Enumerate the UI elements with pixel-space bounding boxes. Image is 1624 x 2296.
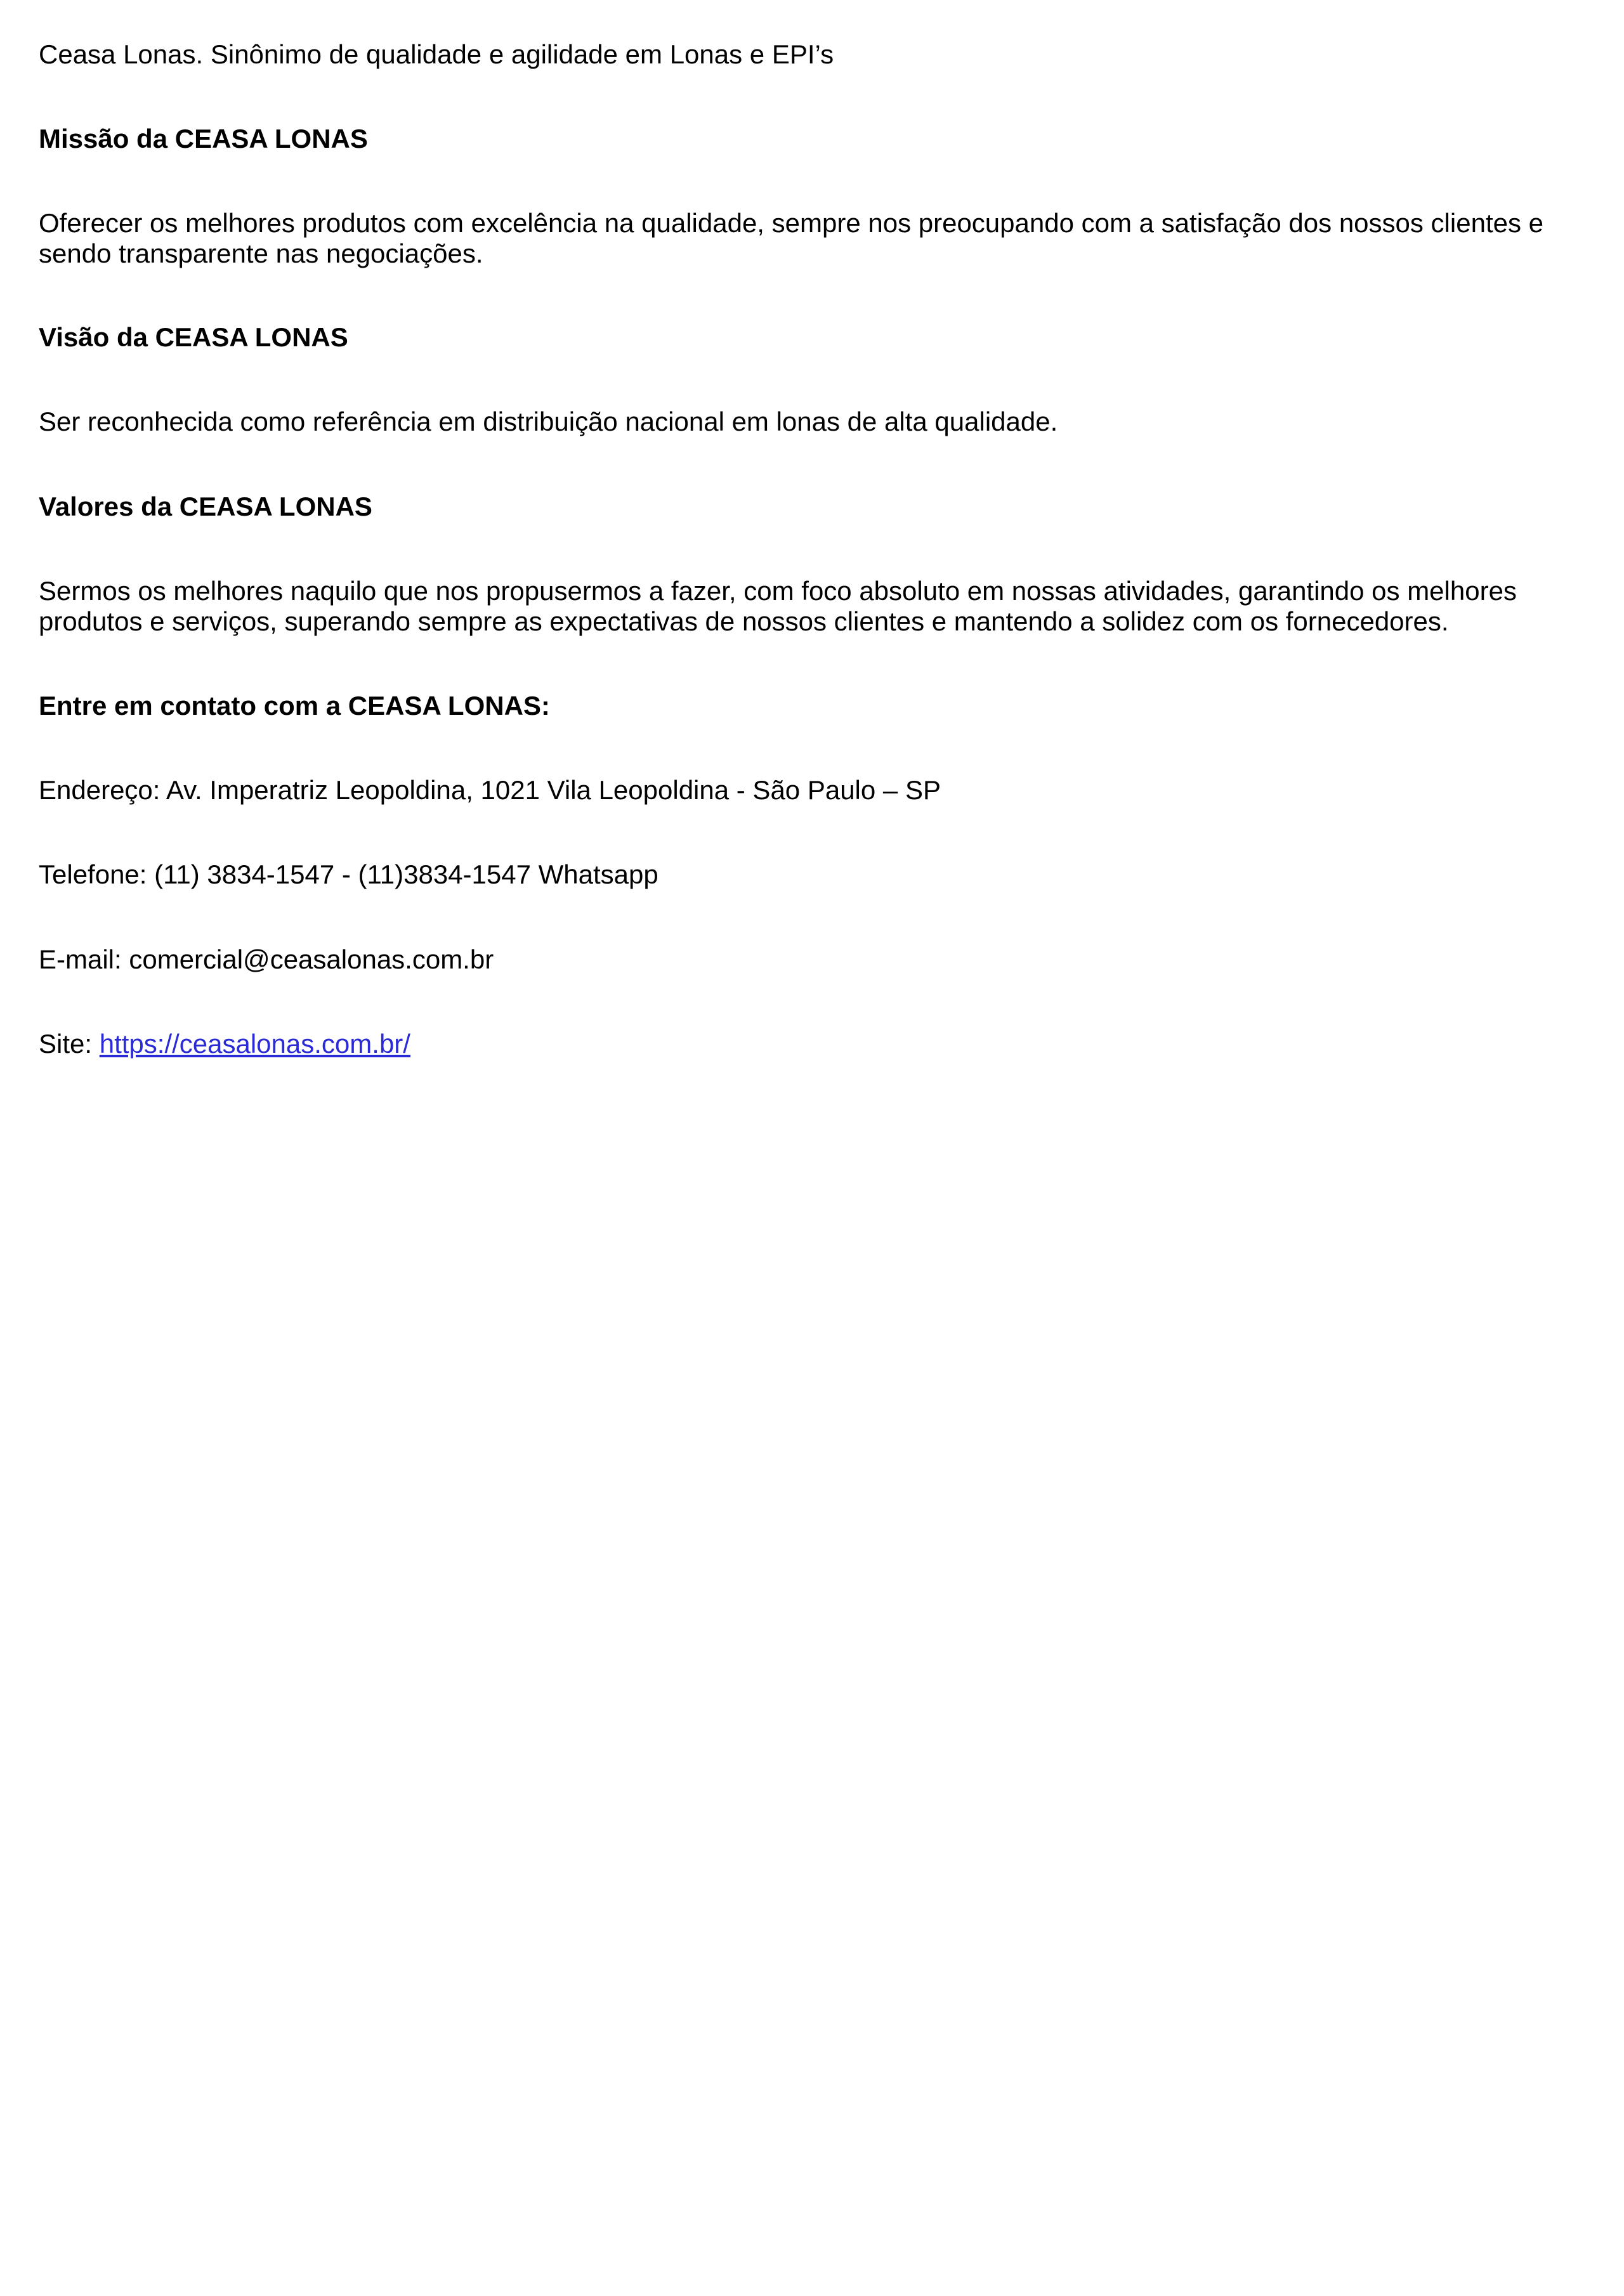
visao-text: Ser reconhecida como referência em distribuição nacional em lonas de alta qualidade.: [39, 407, 1058, 436]
visao-heading: Visão da CEASA LONAS: [39, 322, 348, 352]
site-link[interactable]: https://ceasalonas.com.br/: [99, 1029, 410, 1059]
missao-heading: Missão da CEASA LONAS: [39, 124, 368, 153]
missao-text: Oferecer os melhores produtos com excelência na qualidade, sempre nos preocupando com a satisfação dos nossos clientes e sendo transparente nas negociações.: [39, 208, 1543, 268]
site-label: Site:: [39, 1029, 100, 1059]
contato-heading: Entre em contato com a CEASA LONAS:: [39, 691, 550, 721]
valores-heading: Valores da CEASA LONAS: [39, 492, 372, 521]
telefone-text: Telefone: (11) 3834-1547 - (11)3834-1547 Whatsapp: [39, 859, 658, 889]
valores-text: Sermos os melhores naquilo que nos propusermos a fazer, com foco absoluto em nossas atividades, garantindo os melhores produtos e serviços, superando sempre as expectativas de nossos clientes e mantendo a solidez com os fornecedores.: [39, 576, 1517, 636]
intro-text: Ceasa Lonas. Sinônimo de qualidade e agilidade em Lonas e EPI’s: [39, 39, 834, 69]
email-text: E-mail: comercial@ceasalonas.com.br: [39, 944, 494, 974]
site-line: [39, 1029, 1599, 1059]
endereco-text: Endereço: Av. Imperatriz Leopoldina, 1021 Vila Leopoldina - São Paulo – SP: [39, 775, 941, 805]
